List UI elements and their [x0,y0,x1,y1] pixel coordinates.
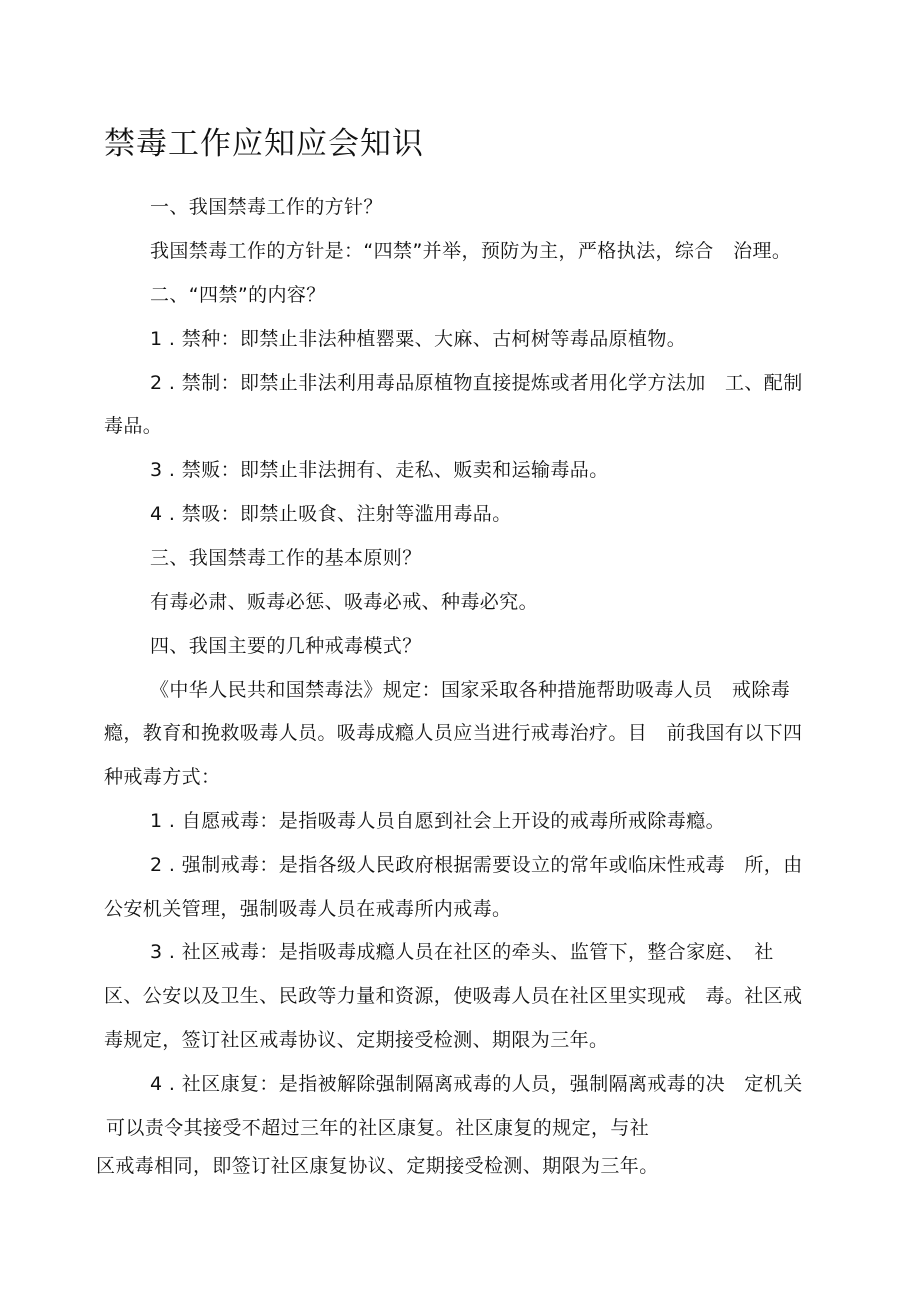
list-item-continuation: 可以责令其接受不超过三年的社区康复。社区康复的规定，与社 [106,1117,650,1139]
list-item: 2 . 禁制：即禁止非法利用毒品原植物直接提炼或者用化学方法加 工、配制 [150,372,803,394]
document-title: 禁毒工作应知应会知识 [104,126,424,162]
list-item: 3 . 社区戒毒：是指吸毒成瘾人员在社区的牵头、监管下，整合家庭、 社 [150,941,774,963]
list-item-continuation: 公安机关管理，强制吸毒人员在戒毒所内戒毒。 [104,898,512,920]
heading-4: 四、我国主要的几种戒毒模式？ [150,635,422,657]
list-item: 4 . 禁吸：即禁止吸食、注射等滥用毒品。 [150,503,512,525]
paragraph: 我国禁毒工作的方针是：“四禁”并举，预防为主，严格执法，综合 治理。 [150,240,792,262]
paragraph-continuation: 种戒毒方式： [104,766,221,788]
heading-3: 三、我国禁毒工作的基本原则？ [150,547,422,569]
list-item-continuation: 区、公安以及卫生、民政等力量和资源，使吸毒人员在社区里实现戒 毒。社区戒 [104,985,803,1007]
list-item-continuation: 毒品。 [104,415,163,437]
paragraph: 有毒必肃、贩毒必惩、吸毒必戒、种毒必究。 [150,591,539,613]
list-item-continuation: 区戒毒相同，即签订社区康复协议、定期接受检测、期限为三年。 [96,1155,659,1177]
list-item: 1 . 自愿戒毒：是指吸毒人员自愿到社会上开设的戒毒所戒除毒瘾。 [150,810,726,832]
list-item: 1 . 禁种：即禁止非法种植罂粟、大麻、古柯树等毒品原植物。 [150,328,687,350]
heading-2: 二、“四禁”的内容？ [150,284,326,306]
paragraph: 《中华人民共和国禁毒法》规定：国家采取各种措施帮助吸毒人员 戒除毒 [150,679,791,701]
list-item-continuation: 毒规定，签订社区戒毒协议、定期接受检测、期限为三年。 [104,1029,609,1051]
list-item: 4 . 社区康复：是指被解除强制隔离戒毒的人员，强制隔离戒毒的决 定机关 [150,1073,803,1095]
list-item: 2 . 强制戒毒：是指各级人民政府根据需要设立的常年或临床性戒毒 所，由 [150,854,803,876]
paragraph-continuation: 瘾，教育和挽救吸毒人员。吸毒成瘾人员应当进行戒毒治疗。目 前我国有以下四 [104,722,803,744]
list-item: 3 . 禁贩：即禁止非法拥有、走私、贩卖和运输毒品。 [150,459,609,481]
heading-1: 一、我国禁毒工作的方针？ [150,196,383,218]
